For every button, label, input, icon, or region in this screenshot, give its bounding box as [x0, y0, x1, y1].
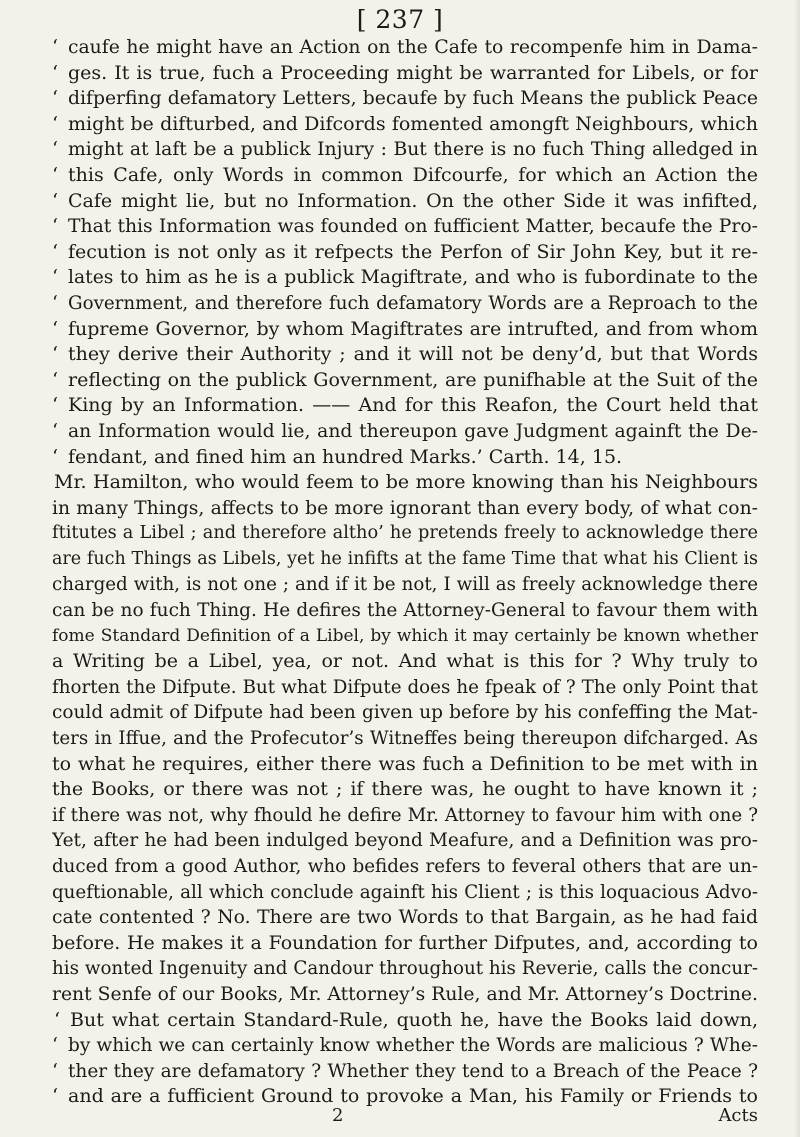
- line-text: a Writing be a Libel, yea, or not. And what is this for ? Why truly to: [52, 650, 758, 673]
- line-text: are fuch Things as Libels, yet he infifts at the fame Time that what his Client is: [52, 548, 758, 569]
- line-text: caufe he might have an Action on the Cafe to recompenfe him in Dama-: [68, 37, 758, 58]
- line-text: But what certain Standard-Rule, quoth he, have the Books laid down,: [70, 1008, 758, 1031]
- text-line: [52, 752, 758, 778]
- line-text: fendant, and fined him an hundred Marks.’ Carth. 14, 15.: [68, 445, 623, 468]
- line-text: ther they are defamatory ? Whether they tend to a Breach of the Peace ?: [68, 1060, 758, 1082]
- line-text: might at laft be a publick Injury : But there is no fuch Thing alledged in: [68, 139, 758, 161]
- quote-mark: ‘: [52, 1085, 59, 1108]
- text-line: [52, 1033, 758, 1059]
- line-text: by which we can certainly know whether the Words are malicious ? Whe-: [68, 1035, 758, 1057]
- text-line: [52, 982, 758, 1008]
- line-text: queftionable, all which conclude againft his Client ; is this loquacious Advo-: [52, 881, 758, 903]
- quote-mark: ‘: [52, 445, 59, 468]
- line-text: and are a fufficient Ground to provoke a Man, his Family or Friends to: [68, 1085, 758, 1108]
- line-text: they derive their Authority ; and it will not be deny’d, but that Words: [68, 343, 758, 366]
- text-line: [52, 189, 758, 215]
- line-text: Government, and therefore fuch defamatory Words are a Reproach to the: [68, 292, 758, 314]
- text-line: [52, 572, 758, 598]
- quote-mark: ‘: [52, 292, 58, 314]
- line-text: his wonted Ingenuity and Candour throughout his Reverie, calls the concur-: [52, 958, 758, 980]
- text-line: [52, 828, 758, 854]
- line-text: the Books, or there was not ; if there was, he ought to have known it ;: [52, 778, 758, 801]
- line-text: could admit of Difpute had been given up before by his confeffing the Mat-: [52, 702, 758, 724]
- line-text: Cafe might lie, but no Information. On the other Side it was infifted,: [68, 189, 758, 212]
- quote-mark: ‘: [52, 61, 59, 84]
- line-text: fome Standard Definition of a Libel, by which it may certainly be known whether: [52, 625, 758, 646]
- quote-mark: ‘: [52, 343, 59, 366]
- line-text: duced from a good Author, who befides refers to feveral others that are un-: [52, 856, 758, 877]
- text-line: [52, 291, 758, 317]
- line-text: That this Information was founded on fufficient Matter, becaufe the Pro-: [68, 216, 758, 238]
- quote-mark: ‘: [52, 240, 59, 263]
- line-text: fupreme Governor, by whom Magiftrates are intrufted, and from whom: [68, 317, 758, 340]
- line-text: King by an Information. —— And for this Reafon, the Court held that: [68, 394, 758, 417]
- quote-mark: ‘: [52, 317, 59, 340]
- line-text: can be no fuch Thing. He defires the Attorney-General to favour them with: [52, 600, 758, 622]
- page-footer: [52, 1103, 758, 1129]
- quote-mark: ‘: [52, 394, 59, 417]
- scan-shadow: [794, 0, 800, 1137]
- quote-mark: ‘: [52, 1035, 58, 1057]
- text-line: [52, 496, 758, 522]
- text-line: [52, 726, 758, 752]
- line-text: ters in Iffue, and the Profecutor’s Witneffes being thereupon difcharged. As: [52, 728, 758, 750]
- text-line: [52, 624, 758, 650]
- text-line: [52, 112, 758, 138]
- text-line: [52, 956, 758, 982]
- quote-mark: ‘: [52, 37, 58, 58]
- text-line: [52, 342, 758, 368]
- text-line: [52, 905, 758, 931]
- line-text: this Cafe, only Words in common Difcourfe, for which an Action the: [68, 163, 758, 186]
- text-line: [52, 393, 758, 419]
- text-line: [52, 368, 758, 394]
- quote-mark: ‘: [52, 189, 59, 212]
- quote-mark: ‘: [52, 88, 58, 110]
- text-line: [52, 521, 758, 547]
- text-line: [52, 777, 758, 803]
- text-line: [52, 675, 758, 701]
- text-line: [52, 240, 758, 266]
- quote-mark: ‘: [52, 139, 58, 161]
- text-line: [52, 803, 758, 829]
- text-line: [52, 1008, 758, 1034]
- line-text: might be difturbed, and Difcords fomented amongft Neighbours, which: [68, 112, 758, 135]
- line-text: Mr. Hamilton, who would feem to be more knowing than his Neighbours: [54, 471, 758, 494]
- text-line: [52, 265, 758, 291]
- line-text: ftitutes a Libel ; and therefore altho’ he pretends freely to acknowledge there: [52, 523, 758, 544]
- line-text: difperfing defamatory Letters, becaufe by fuch Means the publick Peace: [68, 88, 758, 110]
- quote-mark: ‘: [52, 216, 58, 238]
- line-text: Yet, after he had been indulged beyond Meafure, and a Definition was pro-: [52, 830, 758, 852]
- text-line: [52, 419, 758, 445]
- text-line: [52, 598, 758, 624]
- signature-mark: 2: [332, 1105, 344, 1126]
- line-text: before. He makes it a Foundation for further Difputes, and, according to: [52, 931, 758, 954]
- text-line: [52, 700, 758, 726]
- quote-mark: ‘: [52, 1060, 58, 1082]
- text-line: [52, 86, 758, 112]
- page-number: [ 237 ]: [356, 5, 444, 34]
- line-text: charged with, is not one ; and if it be not, I will as freely acknowledge there: [52, 574, 758, 596]
- line-text: to what he requires, either there was fuch a Definition to be met with in: [52, 752, 758, 775]
- catchword: Acts: [718, 1105, 758, 1126]
- text-line: [52, 470, 758, 496]
- quote-mark: ‘: [52, 267, 58, 289]
- line-text: in many Things, affects to be more ignorant than every body, of what con-: [52, 497, 758, 519]
- text-line: [52, 1059, 758, 1085]
- quote-mark: ‘: [54, 1008, 61, 1031]
- line-text: ges. It is true, fuch a Proceeding might be warranted for Libels, or for: [68, 61, 758, 84]
- text-line: [52, 547, 758, 573]
- text-line: [52, 880, 758, 906]
- text-line: [52, 854, 758, 880]
- text-line: [52, 35, 758, 61]
- text-line: [52, 163, 758, 189]
- text-line: [52, 61, 758, 87]
- text-line: [52, 649, 758, 675]
- line-text: an Information would lie, and thereupon gave Judgment againft the De-: [68, 420, 758, 442]
- quote-mark: ‘: [52, 112, 59, 135]
- text-line: [52, 214, 758, 240]
- page-body-text: [52, 35, 758, 1110]
- text-line: [52, 931, 758, 957]
- line-text: cate contented ? No. There are two Words to that Bargain, as he had faid: [52, 907, 758, 929]
- line-text: fecution is not only as it refpects the Perfon of Sir John Key, but it re-: [68, 240, 758, 263]
- quote-mark: ‘: [52, 368, 59, 391]
- quote-mark: ‘: [52, 163, 59, 186]
- text-line: [52, 317, 758, 343]
- text-line: [52, 445, 758, 471]
- line-text: rent Senfe of our Books, Mr. Attorney’s Rule, and Mr. Attorney’s Doctrine.: [52, 983, 758, 1005]
- line-text: lates to him as he is a publick Magiftrate, and who is fubordinate to the: [68, 267, 758, 289]
- text-line: [52, 137, 758, 163]
- quote-mark: ‘: [52, 420, 58, 442]
- line-text: fhorten the Difpute. But what Difpute does he fpeak of ? The only Point that: [52, 676, 758, 698]
- line-text: if there was not, why fhould he defire Mr. Attorney to favour him with one ?: [52, 804, 758, 826]
- line-text: reflecting on the publick Government, are punifhable at the Suit of the: [68, 368, 758, 391]
